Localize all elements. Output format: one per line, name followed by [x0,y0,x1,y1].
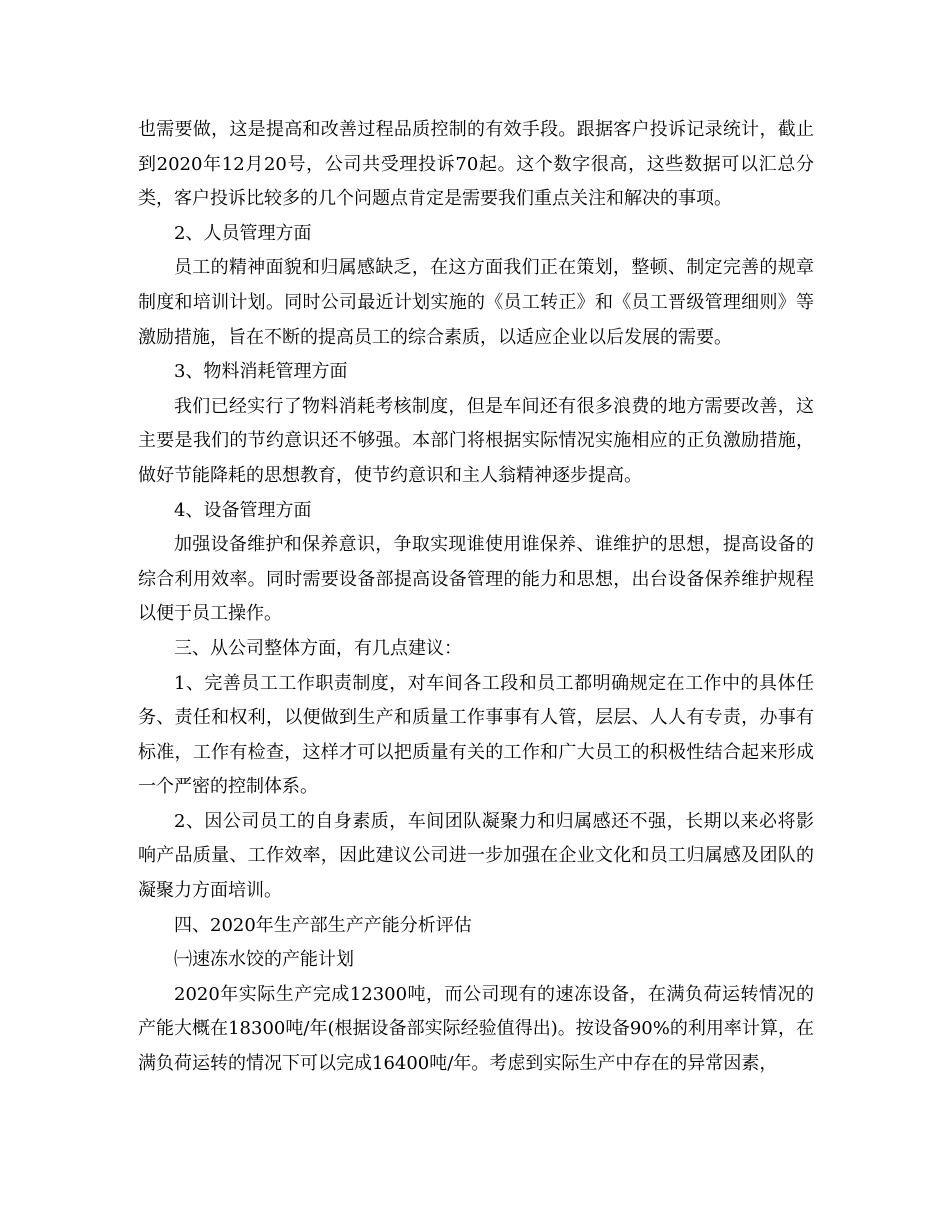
document-body [138,113,814,1082]
heading-equipment-management: 4、设备管理方面 [174,499,312,521]
paragraph-suggestion-2: 2、因公司员工的自身素质，车间团队凝聚力和归属感还不强，长期以来必将影响产品质量、工作效率，因此建议公司进一步加强在企业文化和员工归属感及团队的凝聚力方面培训。 [138,810,814,902]
heading-personnel-management: 2、人员管理方面 [174,222,312,244]
heading-company-suggestions: 三、从公司整体方面，有几点建议： [174,637,462,659]
paragraph-complaint-statistics: 也需要做，这是提高和改善过程品质控制的有效手段。跟据客户投诉记录统计，截止到2020年12月20号，公司共受理投诉70起。这个数字很高，这些数据可以汇总分类，客户投诉比较多的几个问题点肯定是需要我们重点关注和解决的事项。 [138,119,814,210]
paragraph-suggestion-1: 1、完善员工工作职责制度，对车间各工段和员工都明确规定在工作中的具体任务、责任和权利，以便做到生产和质量工作事事有人管，层层、人人有专责，办事有标准，工作有检查，这样才可以把质量有关的工作和广大员工的积极性结合起来形成一个严密的控制体系。 [138,672,814,798]
paragraph-material-consumption: 我们已经实行了物料消耗考核制度，但是车间还有很多浪费的地方需要改善，这主要是我们的节约意识还不够强。本部门将根据实际情况实施相应的正负激励措施，做好节能降耗的思想教育，使节约意识和主人翁精神逐步提高。 [138,395,814,486]
paragraph-personnel-management: 员工的精神面貌和归属感缺乏，在这方面我们正在策划，整顿、制定完善的规章制度和培训计划。同时公司最近计划实施的《员工转正》和《员工晋级管理细则》等激励措施，旨在不断的提高员工的综合素质，以适应企业以后发展的需要。 [138,257,814,348]
heading-material-consumption: 3、物料消耗管理方面 [174,361,348,383]
paragraph-capacity-details: 2020年实际生产完成12300吨，而公司现有的速冻设备，在满负荷运转情况的产能大概在18300吨/年(根据设备部实际经验值得出)。按设备90%的利用率计算，在满负荷运转的情况下可以完成16400吨/年。考虑到实际生产中存在的异常因素， [138,983,814,1075]
heading-capacity-analysis: 四、2020年生产部生产产能分析评估 [174,914,472,936]
heading-frozen-dumpling-capacity: ㈠速冻水饺的产能计划 [174,949,354,971]
paragraph-equipment-management: 加强设备维护和保养意识，争取实现谁使用谁保养、谁维护的思想，提高设备的综合利用效率。同时需要设备部提高设备管理的能力和思想，出台设备保养维护规程以便于员工操作。 [138,534,814,625]
